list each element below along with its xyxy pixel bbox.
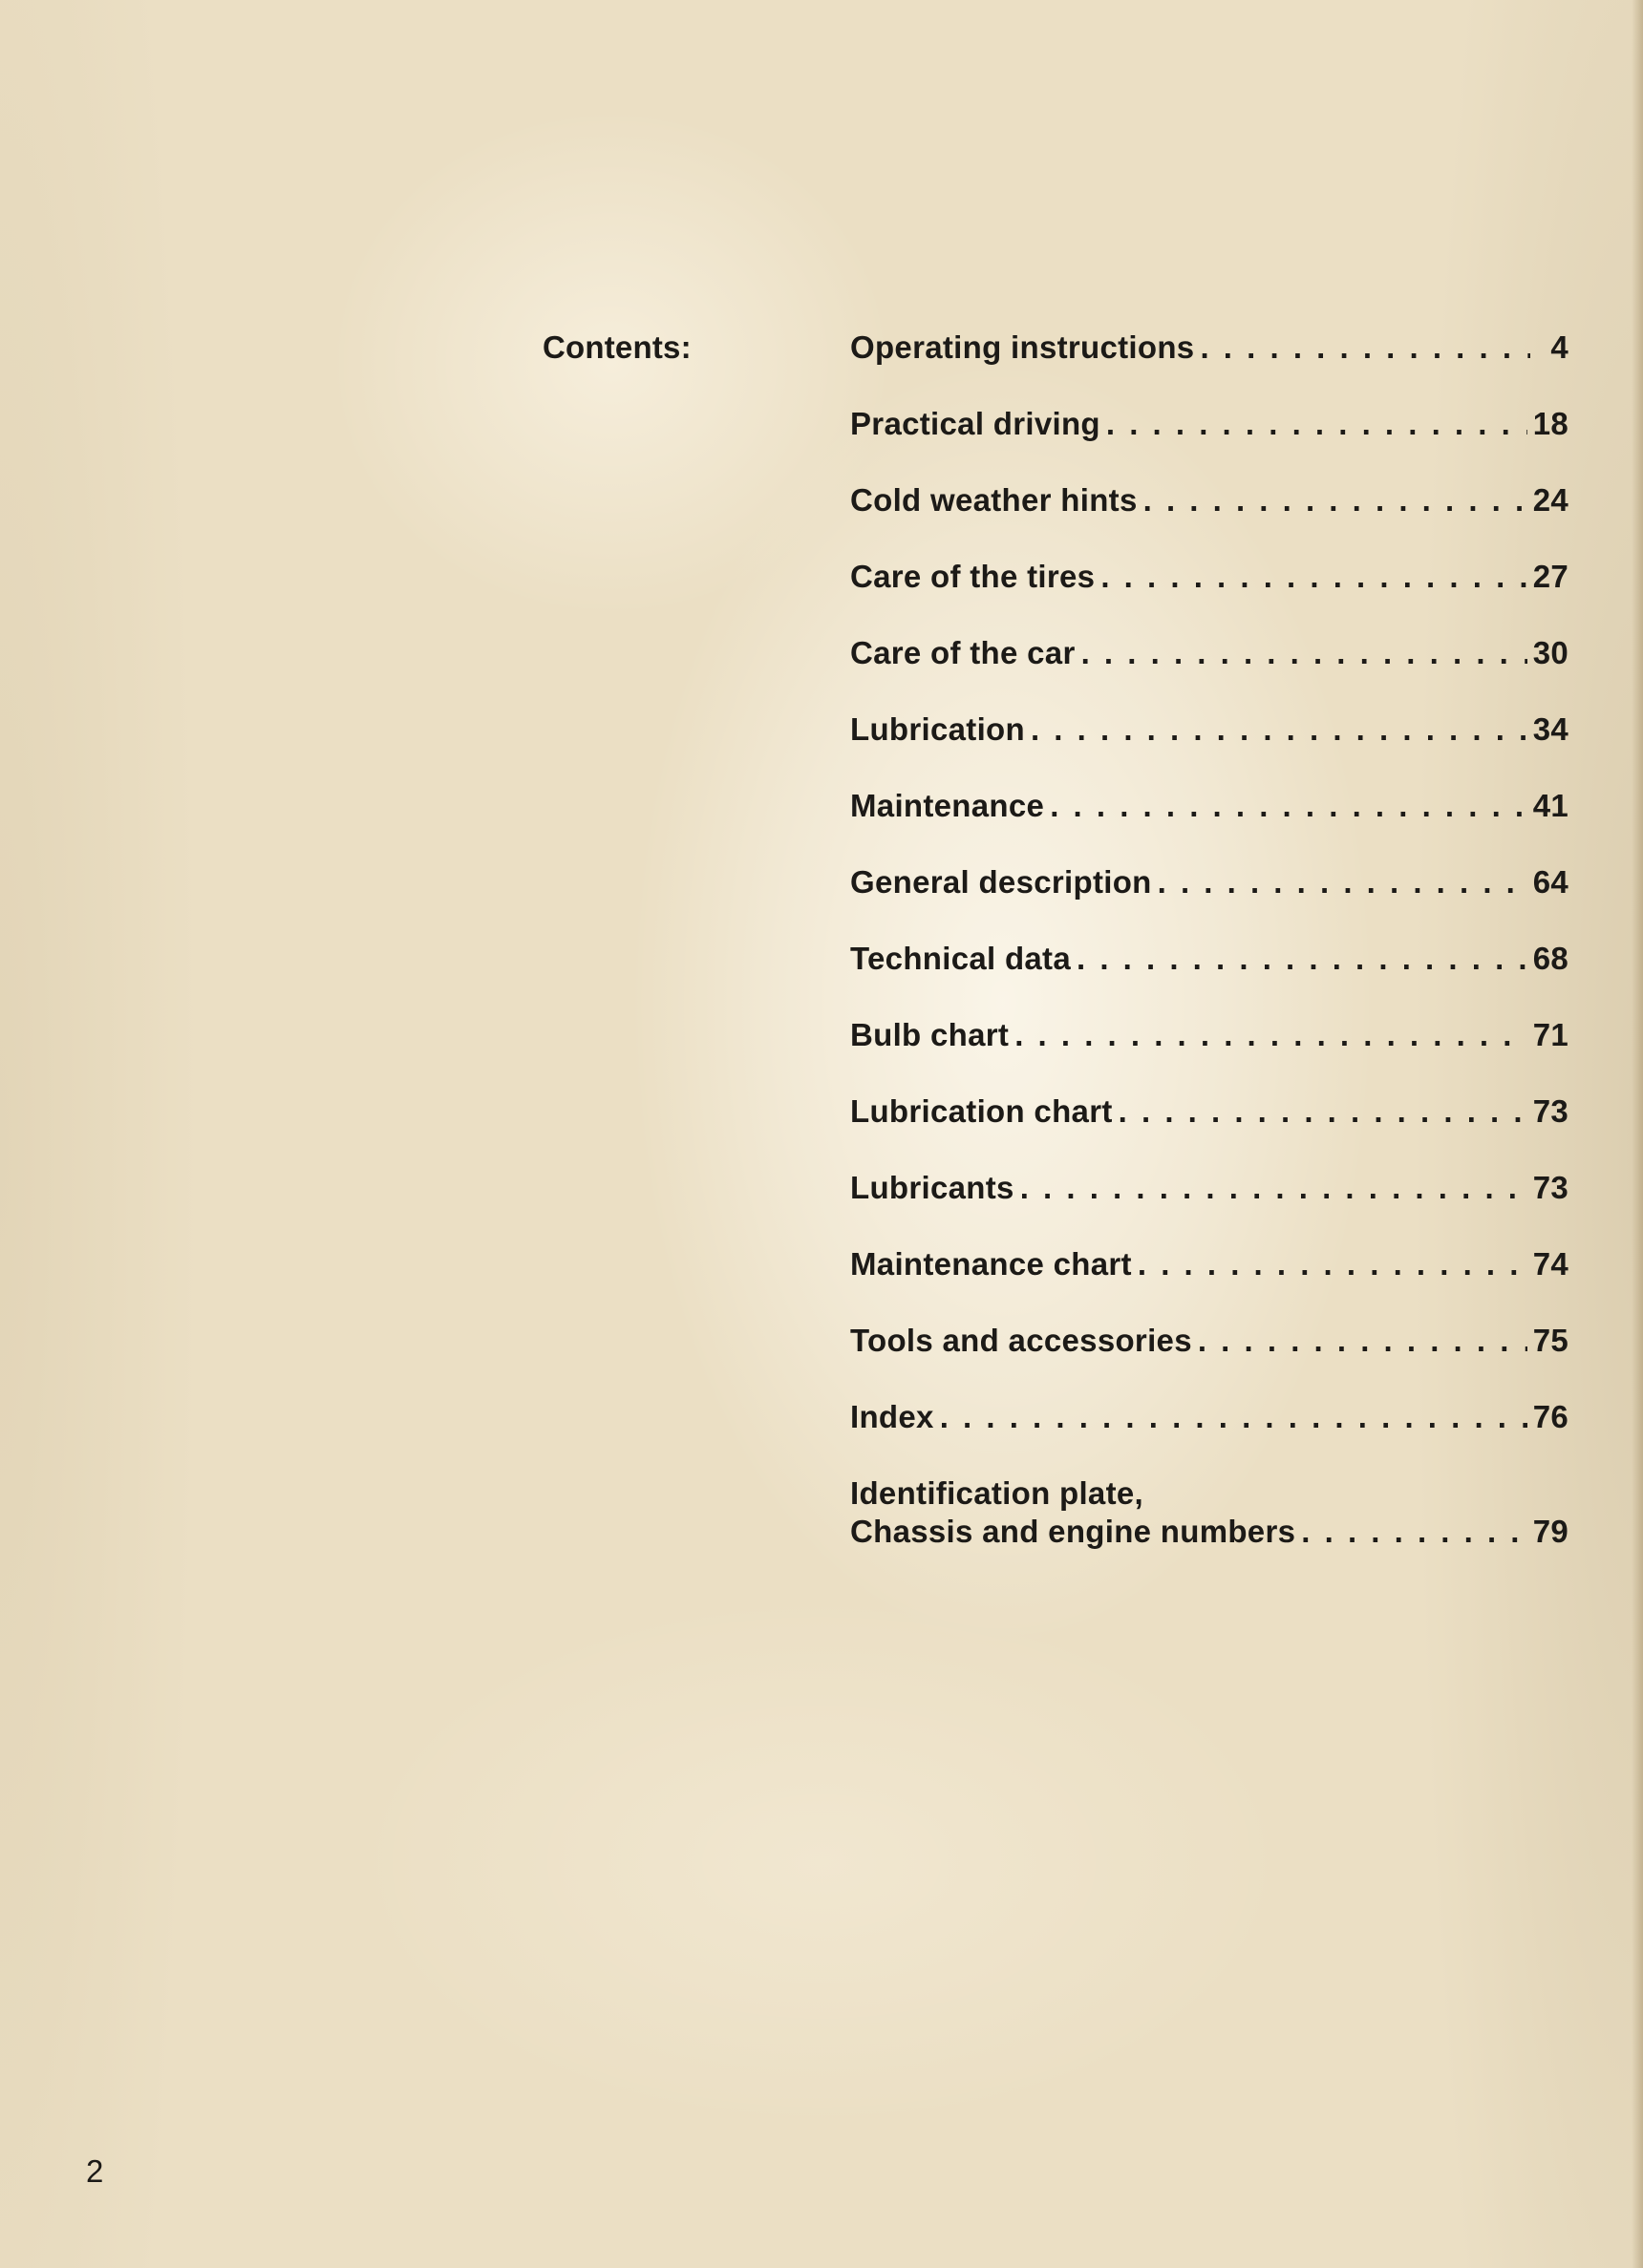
toc-entry-title: General description xyxy=(850,864,1152,900)
page-number: 2 xyxy=(86,2153,104,2189)
toc-entry-title: Care of the car xyxy=(850,635,1076,670)
toc-entry-tools-and-accessories xyxy=(850,1322,1568,1398)
toc-entry-page: 18 xyxy=(1532,406,1568,441)
toc-entry-care-of-the-tires xyxy=(850,558,1568,634)
toc-entry-technical-data xyxy=(850,940,1568,1016)
page-edge-shadow xyxy=(1632,0,1643,2268)
dot-leader xyxy=(1081,634,1527,672)
toc-entry-title: Maintenance chart xyxy=(850,1246,1132,1282)
dot-leader xyxy=(1020,1169,1527,1207)
toc-entry-maintenance-chart xyxy=(850,1245,1568,1322)
toc-entry-identification-plate xyxy=(850,1474,1568,1570)
toc-entry-title: Technical data xyxy=(850,941,1071,976)
toc-entry-title: Operating instructions xyxy=(850,329,1195,365)
dot-leader xyxy=(1200,329,1530,367)
toc-entry-page: 4 xyxy=(1550,329,1568,365)
toc-entry-page: 73 xyxy=(1532,1170,1568,1205)
toc-entry-title: Maintenance xyxy=(850,788,1045,823)
toc-entry-cold-weather-hints xyxy=(850,481,1568,558)
dot-leader xyxy=(1100,558,1526,596)
toc-entry-page: 41 xyxy=(1532,788,1568,823)
toc-entry-page: 27 xyxy=(1532,559,1568,594)
toc-entry-page: 74 xyxy=(1532,1246,1568,1282)
toc-entry-page: 73 xyxy=(1532,1093,1568,1129)
toc-entry-maintenance xyxy=(850,787,1568,863)
toc-entry-title: Index xyxy=(850,1399,934,1434)
dot-leader xyxy=(1198,1322,1527,1360)
toc-entry-title: Tools and accessories xyxy=(850,1323,1192,1358)
dot-leader xyxy=(1143,481,1527,519)
dot-leader xyxy=(1014,1016,1527,1054)
toc-entry-page: 24 xyxy=(1532,482,1568,518)
toc-entry-title: Practical driving xyxy=(850,406,1100,441)
toc-entry-page: 34 xyxy=(1532,711,1568,747)
toc-entry-care-of-the-car xyxy=(850,634,1568,710)
toc-entry-title: Bulb chart xyxy=(850,1017,1010,1052)
toc-entry-page: 71 xyxy=(1532,1017,1568,1052)
contents-heading: Contents: xyxy=(543,329,692,365)
table-of-contents xyxy=(850,329,1568,1570)
dot-leader xyxy=(1158,863,1527,901)
dot-leader xyxy=(1050,787,1527,825)
toc-entry-page: 64 xyxy=(1532,864,1568,900)
dot-leader xyxy=(1301,1513,1526,1551)
dot-leader xyxy=(1031,710,1527,749)
toc-entry-title: Chassis and engine numbers xyxy=(850,1514,1296,1549)
toc-entry-page: 76 xyxy=(1532,1399,1568,1434)
toc-entry-lubrication-chart xyxy=(850,1092,1568,1169)
toc-entry-page: 79 xyxy=(1532,1514,1568,1549)
dot-leader xyxy=(1119,1092,1527,1131)
toc-entry-page: 75 xyxy=(1532,1323,1568,1358)
toc-entry-general-description xyxy=(850,863,1568,940)
toc-entry-title: Cold weather hints xyxy=(850,482,1138,518)
dot-leader xyxy=(940,1398,1527,1436)
toc-entry-page: 30 xyxy=(1532,635,1568,670)
toc-entry-title: Lubrication chart xyxy=(850,1093,1113,1129)
dot-leader xyxy=(1077,940,1527,978)
toc-entry-title: Care of the tires xyxy=(850,559,1096,594)
toc-entry-lubrication xyxy=(850,710,1568,787)
dot-leader xyxy=(1106,405,1527,443)
toc-entry-title-first-line: Identification plate, xyxy=(850,1475,1143,1511)
toc-entry-title: Lubrication xyxy=(850,711,1025,747)
dot-leader xyxy=(1138,1245,1527,1283)
toc-entry-lubricants xyxy=(850,1169,1568,1245)
toc-entry-operating-instructions xyxy=(850,329,1568,405)
toc-entry-title: Lubricants xyxy=(850,1170,1014,1205)
toc-entry-index xyxy=(850,1398,1568,1474)
toc-entry-practical-driving xyxy=(850,405,1568,481)
toc-entry-bulb-chart xyxy=(850,1016,1568,1092)
toc-entry-page: 68 xyxy=(1532,941,1568,976)
